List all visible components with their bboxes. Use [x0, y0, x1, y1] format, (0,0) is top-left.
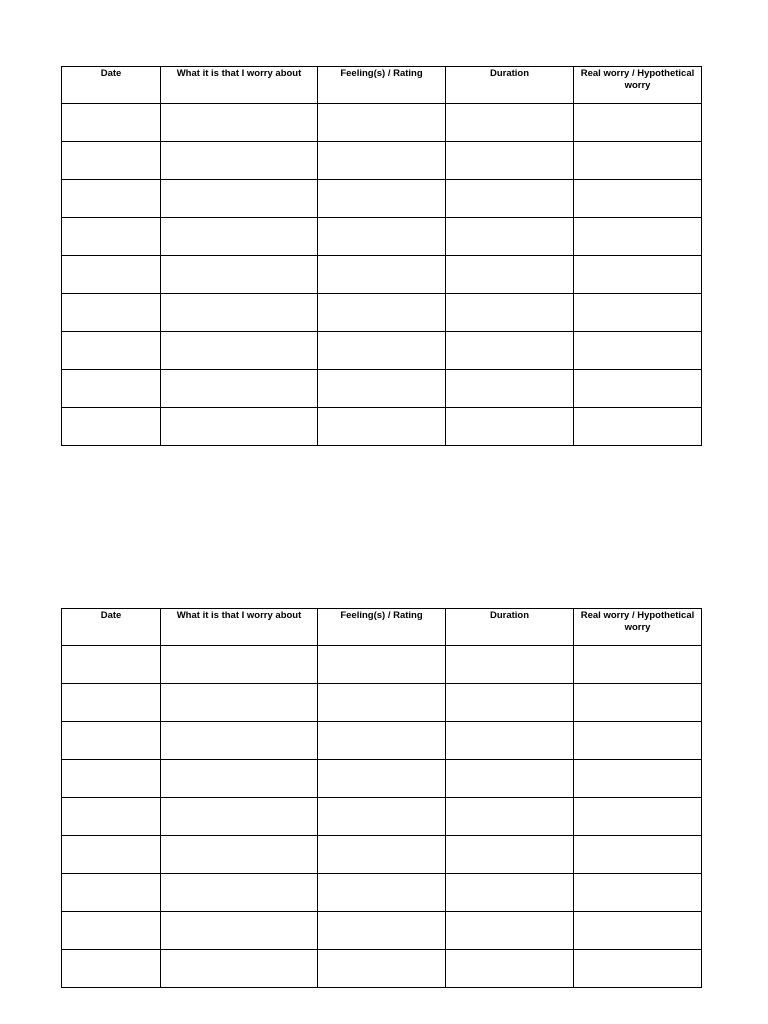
feelings-rating-cell[interactable]: [318, 408, 446, 446]
worry-type-cell[interactable]: [574, 836, 702, 874]
date-cell[interactable]: [62, 684, 161, 722]
feelings-rating-cell[interactable]: [318, 722, 446, 760]
date-cell[interactable]: [62, 836, 161, 874]
duration-cell[interactable]: [446, 912, 574, 950]
header-feelings-rating: Feeling(s) / Rating: [318, 609, 446, 646]
worry-type-cell[interactable]: [574, 218, 702, 256]
header-feelings-rating: Feeling(s) / Rating: [318, 67, 446, 104]
worry-cell[interactable]: [161, 142, 318, 180]
duration-cell[interactable]: [446, 294, 574, 332]
date-cell[interactable]: [62, 294, 161, 332]
table-row: [62, 142, 702, 180]
date-cell[interactable]: [62, 218, 161, 256]
date-cell[interactable]: [62, 874, 161, 912]
worry-type-cell[interactable]: [574, 646, 702, 684]
table-row: [62, 798, 702, 836]
header-duration: Duration: [446, 609, 574, 646]
date-cell[interactable]: [62, 950, 161, 988]
duration-cell[interactable]: [446, 836, 574, 874]
worry-type-cell[interactable]: [574, 722, 702, 760]
duration-cell[interactable]: [446, 646, 574, 684]
date-cell[interactable]: [62, 912, 161, 950]
header-worry: What it is that I worry about: [161, 609, 318, 646]
feelings-rating-cell[interactable]: [318, 836, 446, 874]
duration-cell[interactable]: [446, 256, 574, 294]
feelings-rating-cell[interactable]: [318, 950, 446, 988]
table-body: [62, 104, 702, 446]
table-row: [62, 646, 702, 684]
table-row: [62, 256, 702, 294]
date-cell[interactable]: [62, 180, 161, 218]
header-worry-type: Real worry / Hypothetical worry: [574, 609, 702, 646]
worry-type-cell[interactable]: [574, 142, 702, 180]
duration-cell[interactable]: [446, 332, 574, 370]
table-row: [62, 874, 702, 912]
duration-cell[interactable]: [446, 370, 574, 408]
duration-cell[interactable]: [446, 874, 574, 912]
table-row: [62, 760, 702, 798]
header-duration: Duration: [446, 67, 574, 104]
worry-type-cell[interactable]: [574, 408, 702, 446]
worry-cell[interactable]: [161, 370, 318, 408]
worry-cell[interactable]: [161, 104, 318, 142]
worry-cell[interactable]: [161, 256, 318, 294]
worry-cell[interactable]: [161, 722, 318, 760]
worry-type-cell[interactable]: [574, 912, 702, 950]
worry-cell[interactable]: [161, 760, 318, 798]
duration-cell[interactable]: [446, 180, 574, 218]
date-cell[interactable]: [62, 408, 161, 446]
feelings-rating-cell[interactable]: [318, 646, 446, 684]
worry-cell[interactable]: [161, 646, 318, 684]
date-cell[interactable]: [62, 722, 161, 760]
duration-cell[interactable]: [446, 760, 574, 798]
header-date: Date: [62, 67, 161, 104]
table-body: [62, 646, 702, 988]
worry-cell[interactable]: [161, 836, 318, 874]
worry-type-cell[interactable]: [574, 950, 702, 988]
table-row: [62, 950, 702, 988]
table-row: [62, 294, 702, 332]
date-cell[interactable]: [62, 760, 161, 798]
duration-cell[interactable]: [446, 142, 574, 180]
header-date: Date: [62, 609, 161, 646]
worry-cell[interactable]: [161, 798, 318, 836]
worry-cell[interactable]: [161, 684, 318, 722]
date-cell[interactable]: [62, 104, 161, 142]
feelings-rating-cell[interactable]: [318, 798, 446, 836]
worry-type-cell[interactable]: [574, 294, 702, 332]
duration-cell[interactable]: [446, 950, 574, 988]
worry-type-cell[interactable]: [574, 332, 702, 370]
date-cell[interactable]: [62, 142, 161, 180]
worry-type-cell[interactable]: [574, 256, 702, 294]
table-row: [62, 722, 702, 760]
worry-type-cell[interactable]: [574, 874, 702, 912]
feelings-rating-cell[interactable]: [318, 332, 446, 370]
duration-cell[interactable]: [446, 218, 574, 256]
feelings-rating-cell[interactable]: [318, 256, 446, 294]
duration-cell[interactable]: [446, 798, 574, 836]
worry-cell[interactable]: [161, 332, 318, 370]
worry-type-cell[interactable]: [574, 684, 702, 722]
worry-cell[interactable]: [161, 950, 318, 988]
feelings-rating-cell[interactable]: [318, 760, 446, 798]
table-row: [62, 370, 702, 408]
worry-cell[interactable]: [161, 294, 318, 332]
worry-log-table-1: [61, 66, 702, 446]
table-row: [62, 180, 702, 218]
date-cell[interactable]: [62, 256, 161, 294]
duration-cell[interactable]: [446, 722, 574, 760]
worry-type-cell[interactable]: [574, 798, 702, 836]
header-worry: What it is that I worry about: [161, 67, 318, 104]
worry-type-cell[interactable]: [574, 180, 702, 218]
worry-cell[interactable]: [161, 912, 318, 950]
feelings-rating-cell[interactable]: [318, 104, 446, 142]
duration-cell[interactable]: [446, 408, 574, 446]
worry-cell[interactable]: [161, 874, 318, 912]
table-row: [62, 836, 702, 874]
date-cell[interactable]: [62, 370, 161, 408]
table-row: [62, 912, 702, 950]
feelings-rating-cell[interactable]: [318, 684, 446, 722]
table-row: [62, 218, 702, 256]
table-row: [62, 408, 702, 446]
worry-type-cell[interactable]: [574, 104, 702, 142]
feelings-rating-cell[interactable]: [318, 912, 446, 950]
duration-cell[interactable]: [446, 104, 574, 142]
feelings-rating-cell[interactable]: [318, 218, 446, 256]
worry-cell[interactable]: [161, 218, 318, 256]
worry-log-table-2: [61, 608, 702, 988]
table-row: [62, 104, 702, 142]
worry-cell[interactable]: [161, 180, 318, 218]
feelings-rating-cell[interactable]: [318, 294, 446, 332]
header-row: [62, 67, 702, 104]
table-row: [62, 332, 702, 370]
feelings-rating-cell[interactable]: [318, 874, 446, 912]
worry-type-cell[interactable]: [574, 370, 702, 408]
worry-type-cell[interactable]: [574, 760, 702, 798]
date-cell[interactable]: [62, 646, 161, 684]
date-cell[interactable]: [62, 332, 161, 370]
feelings-rating-cell[interactable]: [318, 142, 446, 180]
table-row: [62, 684, 702, 722]
worry-cell[interactable]: [161, 408, 318, 446]
header-row: [62, 609, 702, 646]
date-cell[interactable]: [62, 798, 161, 836]
header-worry-type: Real worry / Hypothetical worry: [574, 67, 702, 104]
duration-cell[interactable]: [446, 684, 574, 722]
feelings-rating-cell[interactable]: [318, 370, 446, 408]
feelings-rating-cell[interactable]: [318, 180, 446, 218]
